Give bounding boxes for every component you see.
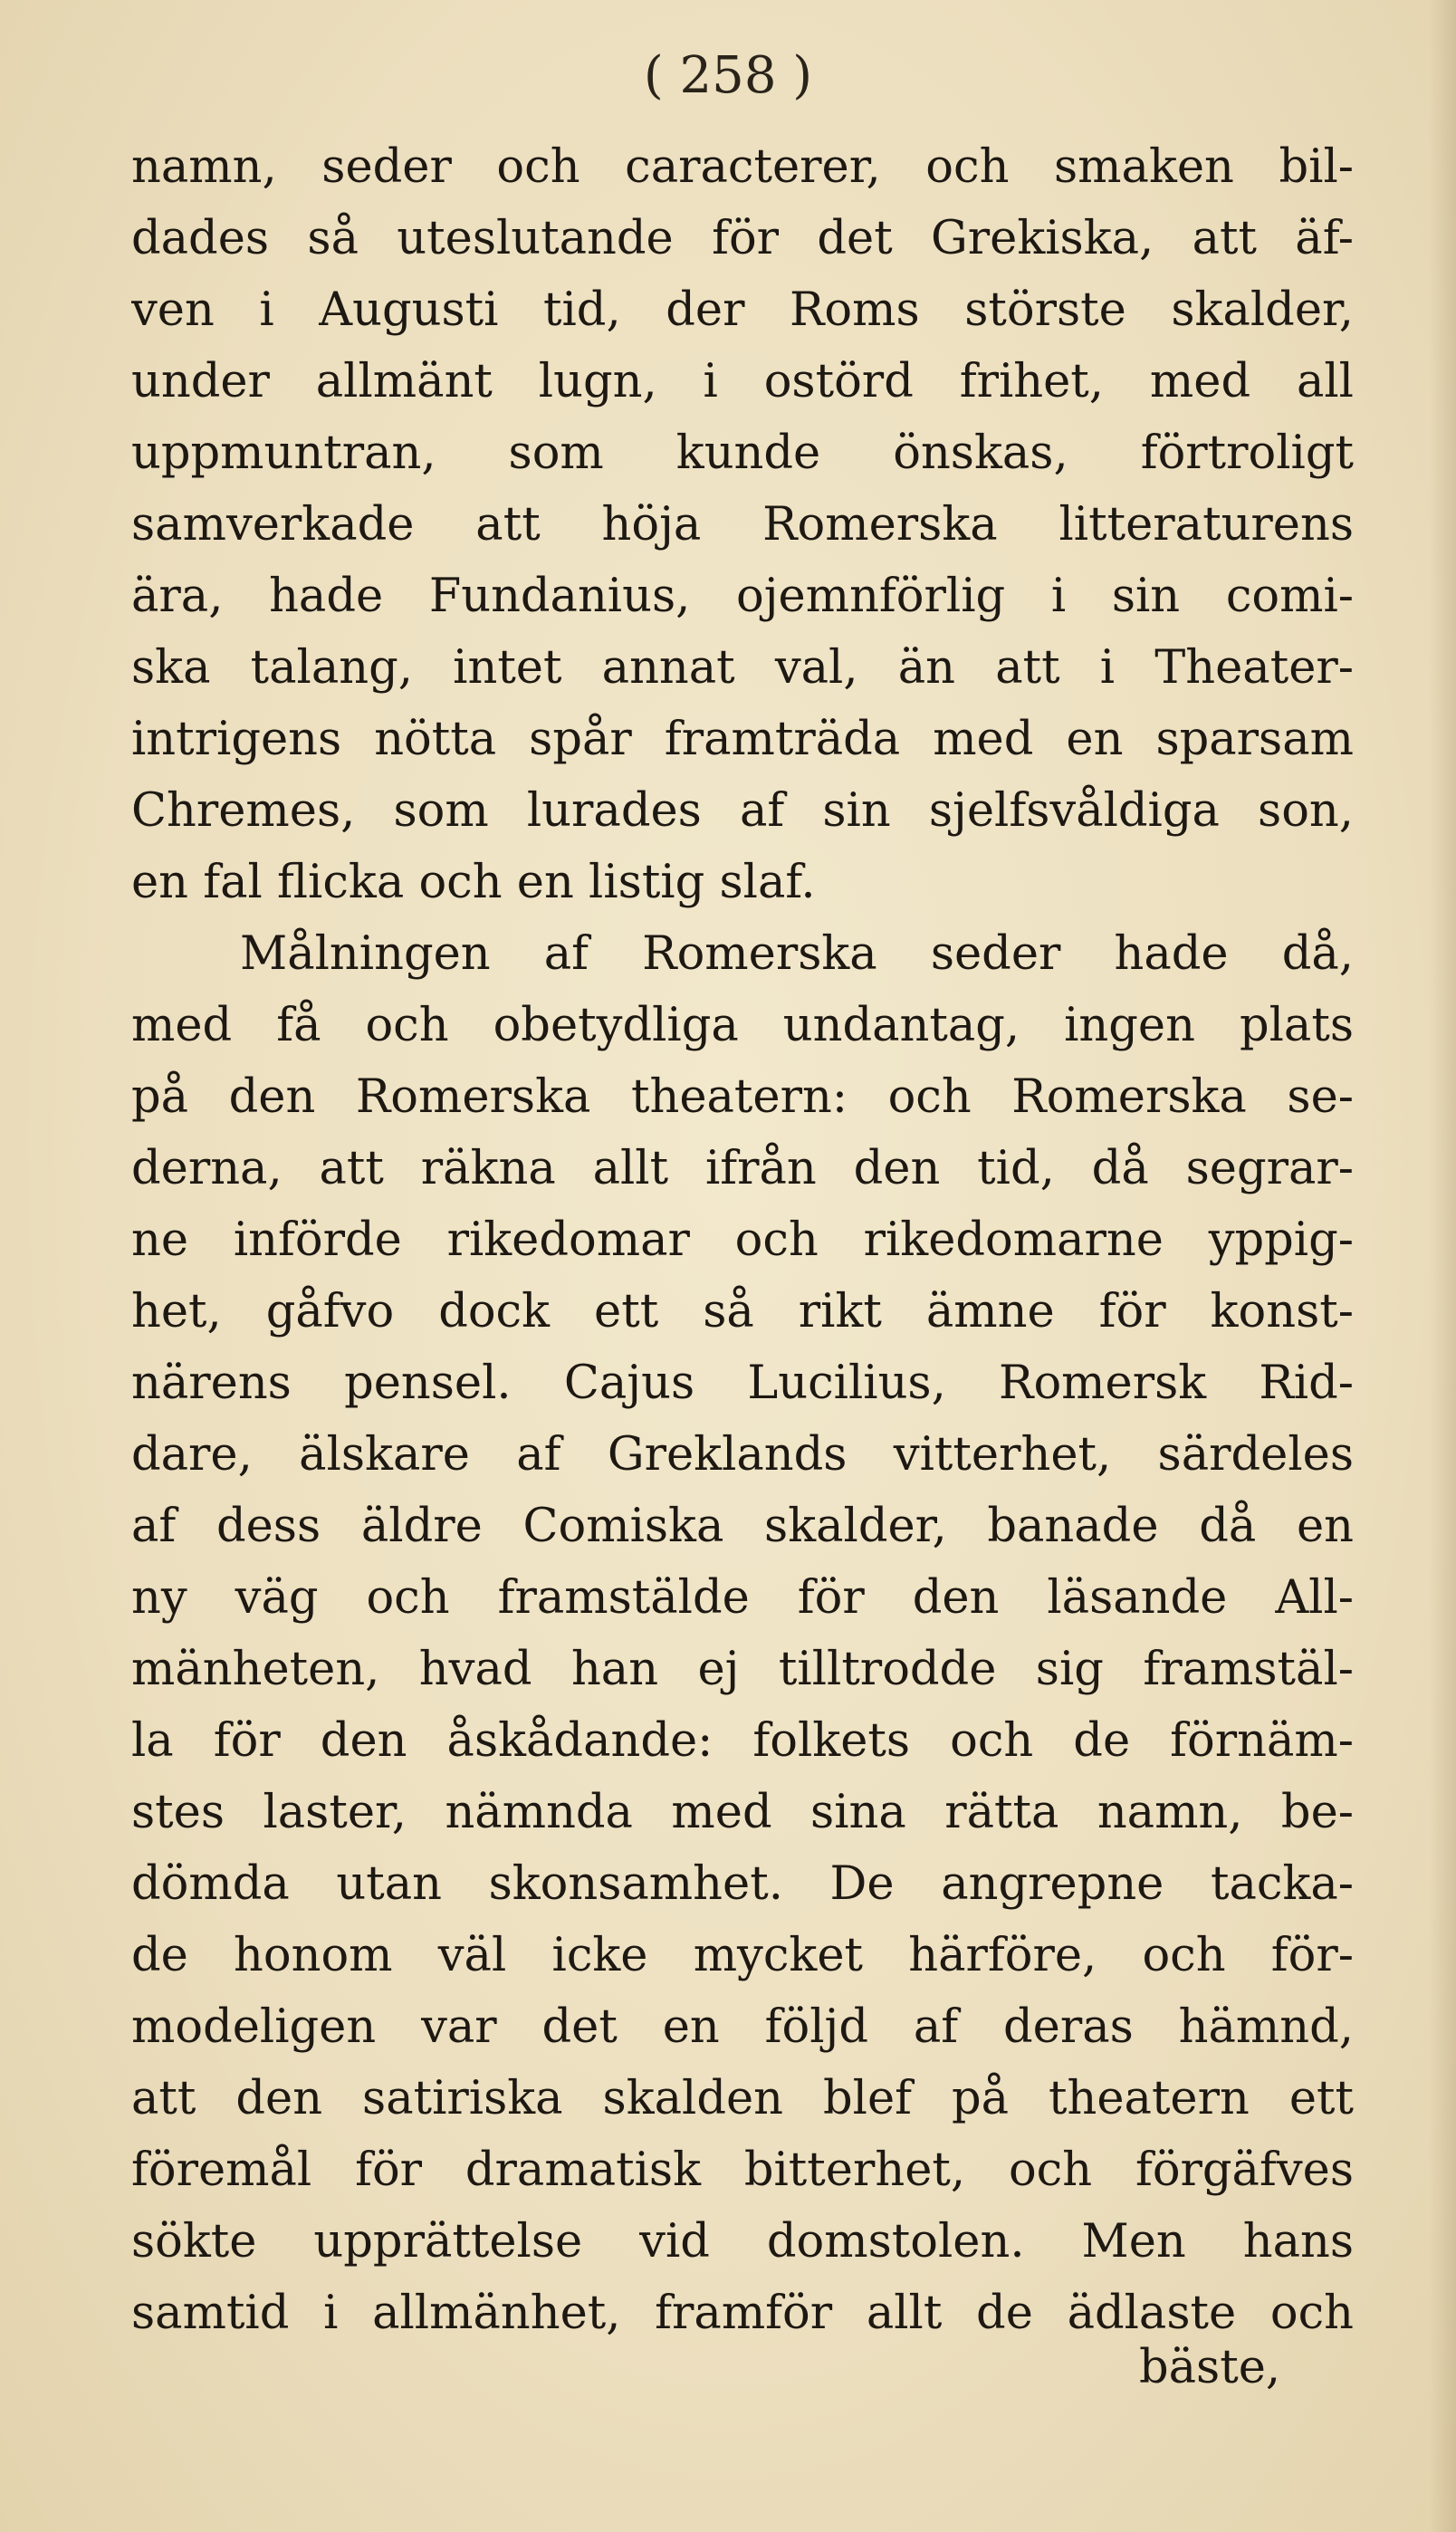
- body-text: [131, 131, 1354, 2349]
- text-line: dare, älskare af Greklands vitterhet, särdeles: [131, 1428, 1354, 1482]
- paragraph-2: [131, 918, 1354, 2349]
- text-line: namn, seder och caracterer, och smaken bil-: [131, 140, 1354, 194]
- text-line: Chremes, som lurades af sin sjelfsvåldiga son,: [131, 784, 1354, 838]
- text-line: under allmänt lugn, i ostörd frihet, med all: [131, 355, 1354, 408]
- text-line: närens pensel. Cajus Lucilius, Romersk Rid-: [131, 1357, 1354, 1410]
- text-line: derna, att räkna allt ifrån den tid, då segrar-: [131, 1142, 1354, 1195]
- text-line: dömda utan skonsamhet. De angrepne tacka-: [131, 1857, 1354, 1911]
- text-line: stes laster, nämnda med sina rätta namn, be-: [131, 1786, 1354, 1839]
- paragraph-1: [131, 131, 1354, 918]
- text-line: de honom väl icke mycket härföre, och för-: [131, 1929, 1354, 1982]
- text-line: mänheten, hvad han ej tilltrodde sig framstäl-: [131, 1643, 1354, 1696]
- text-line: att den satiriska skalden blef på theatern ett: [131, 2072, 1354, 2125]
- text-line: ska talang, intet annat val, än att i Theater-: [131, 641, 1354, 695]
- text-line: ven i Augusti tid, der Roms störste skalder,: [131, 283, 1354, 337]
- catchword: bäste,: [1139, 2341, 1281, 2394]
- text-line: intrigens nötta spår framträda med en sparsam: [131, 713, 1354, 766]
- text-line: sökte upprättelse vid domstolen. Men hans: [131, 2215, 1354, 2268]
- text-line: het, gåfvo dock ett så rikt ämne för konst-: [131, 1285, 1354, 1338]
- page-edge-shadow: [1429, 0, 1456, 2532]
- text-line: samtid i allmänhet, framför allt de ädlaste och: [131, 2287, 1354, 2340]
- text-line: på den Romerska theatern: och Romerska se-: [131, 1070, 1354, 1124]
- text-line: ära, hade Fundanius, ojemnförlig i sin comi-: [131, 570, 1354, 623]
- text-line: en fal flicka och en listig slaf.: [131, 856, 816, 909]
- text-line: föremål för dramatisk bitterhet, och förgäfves: [131, 2144, 1354, 2197]
- text-line: med få och obetydliga undantag, ingen plats: [131, 999, 1354, 1052]
- text-line: af dess äldre Comiska skalder, banade då en: [131, 1500, 1354, 1553]
- text-line: la för den åskådande: folkets och de förnäm-: [131, 1714, 1354, 1768]
- text-line: Målningen af Romerska seder hade då,: [240, 927, 1354, 981]
- page-number: ( 258 ): [643, 46, 813, 105]
- text-line: dades så uteslutande för det Grekiska, att äf-: [131, 212, 1354, 265]
- text-line: uppmuntran, som kunde önskas, förtroligt: [131, 427, 1354, 480]
- text-line: samverkade att höja Romerska litteraturens: [131, 498, 1354, 551]
- text-line: ne införde rikedomar och rikedomarne yppig-: [131, 1213, 1354, 1267]
- text-line: modeligen var det en följd af deras hämnd,: [131, 2000, 1354, 2054]
- text-line: ny väg och framstälde för den läsande All-: [131, 1571, 1354, 1625]
